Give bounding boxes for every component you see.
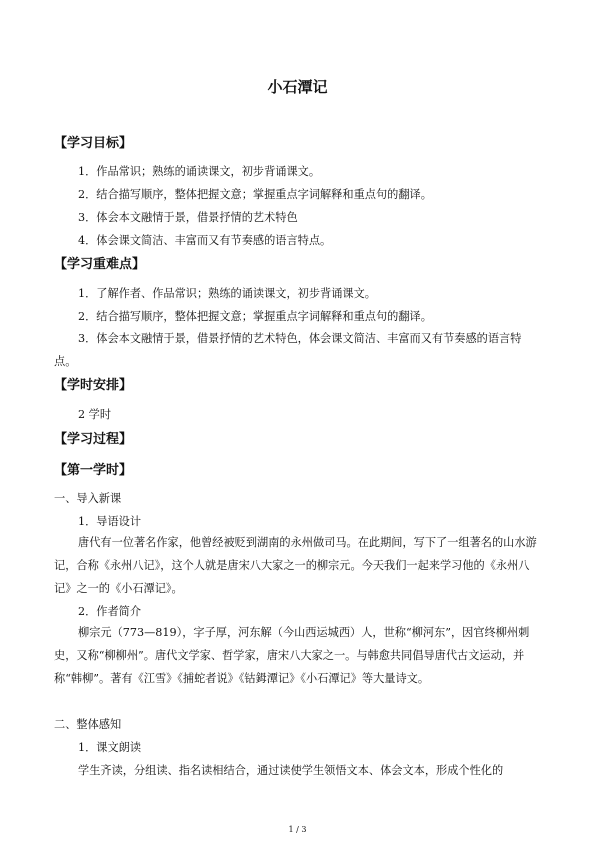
subsection-author: 2．作者简介 [78, 605, 142, 618]
schedule-value: 2 学时 [78, 408, 112, 421]
keypoint-item: 3．体会本文融情于景，借景抒情的艺术特色，体会课文简洁、丰富而又有节奏感的语言特点。 [54, 332, 522, 368]
page-title: 小石潭记 [267, 78, 328, 96]
lesson1-heading: 【第一学时】 [54, 463, 133, 478]
keypoint-item: 1．了解作者、作品常识；熟练的诵读课文，初步背诵课文。 [78, 287, 376, 300]
process-heading: 【学习过程】 [54, 432, 133, 447]
goals-heading: 【学习目标】 [54, 136, 133, 151]
section-overview: 二、整体感知 [54, 718, 122, 731]
section-intro: 一、导入新课 [54, 492, 122, 505]
subsection-reading: 1．课文朗读 [78, 741, 142, 754]
schedule-heading: 【学时安排】 [54, 378, 133, 393]
reading-paragraph: 学生齐读，分组读、指名读相结合，通过读使学生领悟文本、体会文本，形成个性化的 [78, 764, 504, 777]
goal-item: 4．体会课文简洁、丰富而又有节奏感的语言特点。 [78, 234, 332, 247]
goal-item: 3．体会本文融情于景，借景抒情的艺术特色 [78, 211, 298, 224]
keypoints-heading: 【学习重难点】 [54, 257, 146, 272]
intro-paragraph: 唐代有一位著名作家，他曾经被贬到湖南的永州做司马。在此期间，写下了一组著名的山水游记，合称《永州八记》，这个人就是唐宋八大家之一的柳宗元。今天我们一起来学习他的《永州八记》之一的《小石潭记》。 [54, 536, 537, 595]
subsection-guide: 1．导语设计 [78, 515, 142, 528]
goal-item: 2．结合描写顺序，整体把握文意；掌握重点字词解释和重点句的翻译。 [78, 188, 432, 201]
author-paragraph: 柳宗元（773—819），字子厚，河东解（今山西运城西）人，世称“柳河东”，因官终柳州刺史，又称“柳柳州”。唐代文学家、哲学家，唐宋八大家之一。与韩愈共同倡导唐代古文运动，并称“韩柳”。著有《江雪》《捕蛇者说》《钴鉧潭记》《小石潭记》等大量诗文。 [54, 626, 530, 685]
page-number: 1 / 3 [288, 825, 307, 834]
keypoint-item: 2．结合描写顺序，整体把握文意；掌握重点字词解释和重点句的翻译。 [78, 310, 432, 323]
goal-item: 1．作品常识；熟练的诵读课文，初步背诵课文。 [78, 165, 321, 178]
